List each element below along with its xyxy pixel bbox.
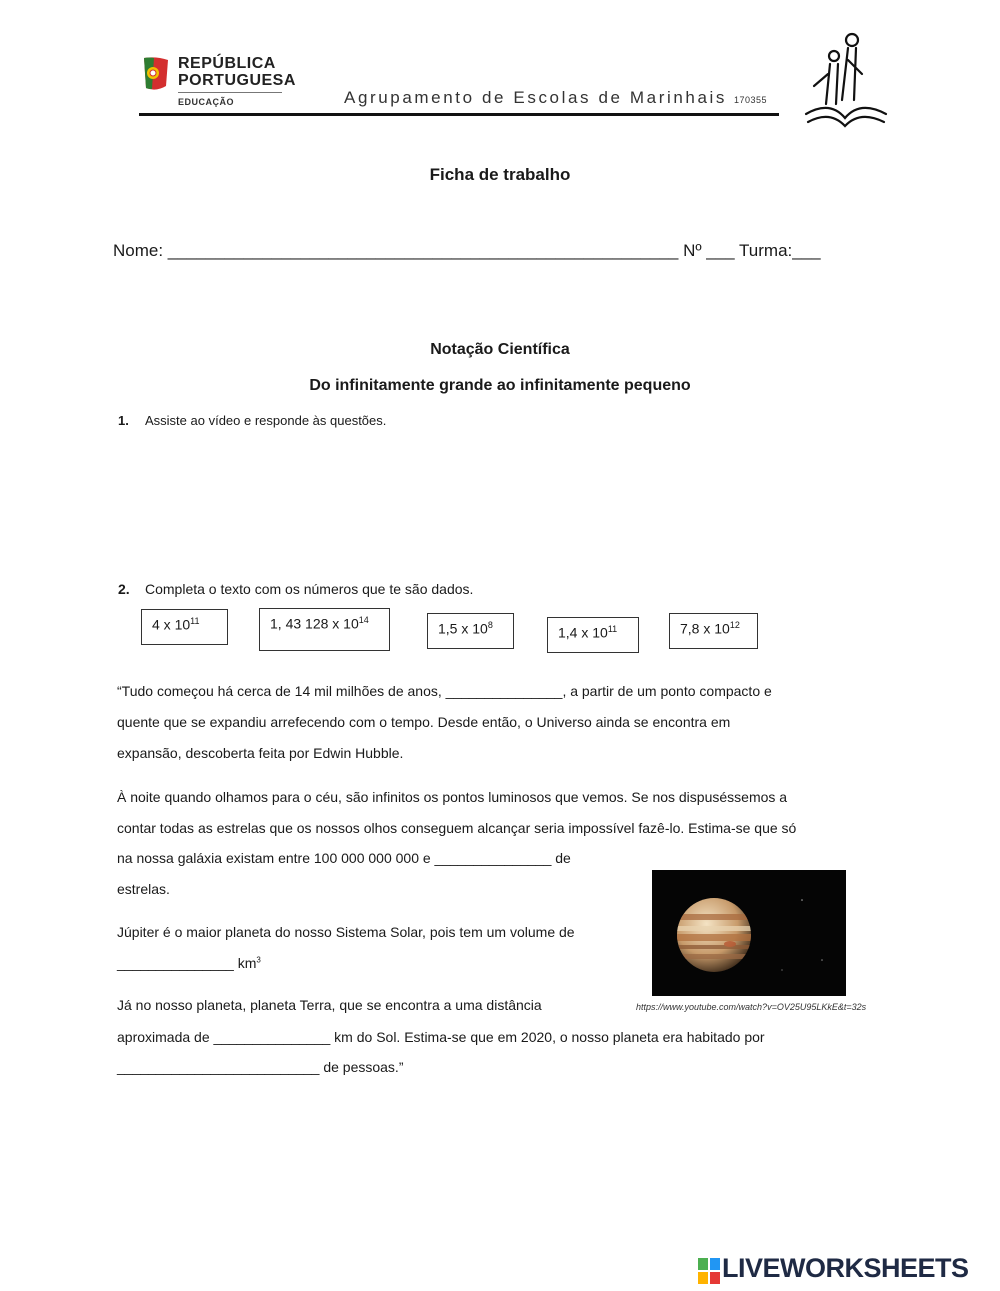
school-logo-icon [800, 30, 890, 135]
brand-name: LIVEWORKSHEETS [722, 1253, 969, 1283]
question-text: Assiste ao vídeo e responde às questões. [145, 413, 387, 428]
question-2 [118, 581, 473, 597]
gov-divider [178, 92, 282, 93]
question-number: 1. [118, 413, 129, 428]
gov-name-line1: REPÚBLICA [178, 55, 276, 72]
question-text: Completa o texto com os números que te são dados. [145, 581, 474, 597]
number-exponent: 8 [487, 620, 493, 630]
liveworksheets-logo-icon [698, 1258, 720, 1284]
paragraph-line: Já no nosso planeta, planeta Terra, que se encontra a uma distância [117, 997, 542, 1013]
volume-exponent: 3 [256, 955, 261, 965]
volume-blank: _______________ [117, 955, 238, 971]
number-exponent: 14 [358, 615, 369, 625]
paragraph-line: expansão, descoberta feita por Edwin Hubble. [117, 745, 404, 761]
image-source-link[interactable]: https://www.youtube.com/watch?v=OV25U95LKkE&t=32s [636, 1002, 867, 1012]
volume-line [117, 955, 261, 971]
school-name: Agrupamento de Escolas de Marinhais [344, 88, 727, 107]
gov-department: EDUCAÇÃO [178, 97, 235, 107]
worksheet-title: Ficha de trabalho [429, 165, 571, 184]
section-title: Notação Científica [430, 341, 570, 358]
student-info-line: Nome: ______________________________________________________ Nº ___ Turma:___ [113, 241, 821, 260]
portugal-flag-icon [140, 56, 172, 94]
number-mantissa: 1,4 x 10 [558, 624, 608, 641]
paragraph-line: estrelas. [117, 881, 170, 897]
paragraph-line: À noite quando olhamos para o céu, são infinitos os pontos luminosos que vemos. Se nos dispuséssemos a [117, 789, 788, 805]
number-mantissa: 1, 43 128 x 10 [270, 615, 359, 632]
school-code: 170355 [734, 95, 768, 105]
number-box[interactable] [547, 617, 639, 653]
number-mantissa: 4 x 10 [152, 616, 191, 633]
number-exponent: 12 [729, 620, 740, 630]
gov-name-line2: PORTUGUESA [178, 72, 296, 89]
paragraph-line: aproximada de _______________ km do Sol. Estima-se que em 2020, o nosso planeta era habitado por [117, 1029, 765, 1045]
number-box[interactable] [259, 608, 390, 651]
number-box[interactable] [427, 613, 514, 649]
paragraph-line: quente que se expandiu arrefecendo com o tempo. Desde então, o Universo ainda se encontra em [117, 714, 731, 730]
paragraph-line: contar todas as estrelas que os nossos olhos conseguem alcançar seria impossível fazê-lo. Estima-se que só [117, 820, 797, 836]
number-mantissa: 7,8 x 10 [680, 620, 730, 637]
header-rule [139, 113, 779, 116]
number-box[interactable] [141, 609, 228, 645]
question-number: 2. [118, 581, 130, 597]
paragraph-line: na nossa galáxia existam entre 100 000 000 000 e _______________ de [117, 850, 571, 866]
paragraph-line: __________________________ de pessoas.” [117, 1059, 404, 1075]
number-box[interactable] [669, 613, 758, 649]
number-exponent: 11 [190, 616, 200, 626]
question-1 [118, 413, 386, 428]
volume-unit: km [237, 955, 257, 971]
jupiter-image[interactable] [652, 870, 846, 996]
paragraph-line: Júpiter é o maior planeta do nosso Sistema Solar, pois tem um volume de [117, 924, 575, 940]
paragraph-line: “Tudo começou há cerca de 14 mil milhões de anos, _______________, a partir de um ponto compacto e [117, 683, 772, 699]
number-mantissa: 1,5 x 10 [438, 620, 488, 637]
section-subtitle: Do infinitamente grande ao infinitamente pequeno [309, 377, 691, 394]
number-exponent: 11 [607, 624, 618, 634]
